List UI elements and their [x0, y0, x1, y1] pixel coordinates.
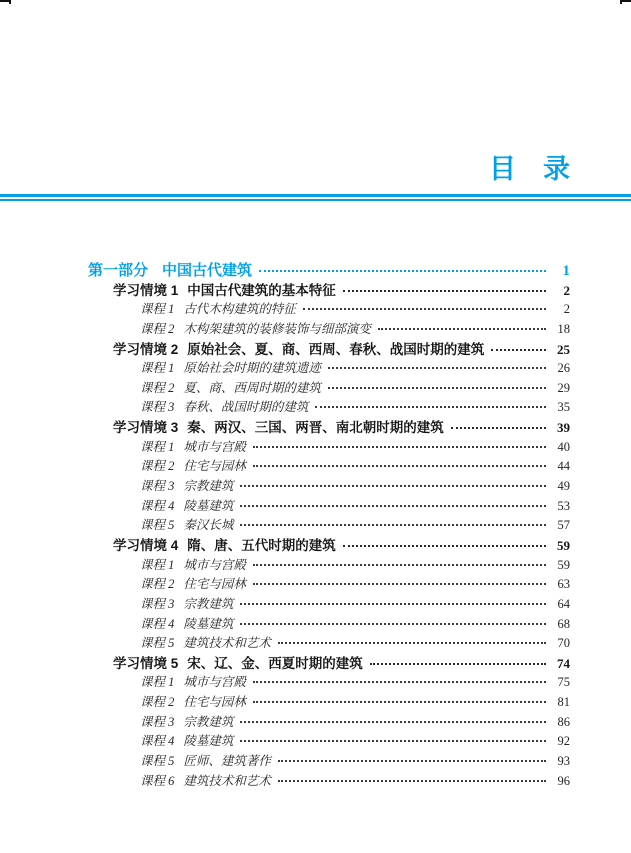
dot-leader [491, 349, 546, 351]
toc-entry-title: 住宅与园林 [183, 577, 246, 592]
dot-leader [378, 328, 546, 330]
toc-entry-title: 夏、商、西周时期的建筑 [183, 380, 321, 395]
toc-entry-label: 课程 6 [140, 773, 175, 788]
toc-entry-title: 原始社会、夏、商、西周、春秋、战国时期的建筑 [187, 341, 485, 357]
dot-leader [259, 270, 546, 272]
toc-row-course[interactable] [88, 300, 570, 320]
toc-entry-label: 课程 5 [140, 518, 175, 533]
toc-entry-page-number: 2 [563, 302, 570, 317]
dot-leader [328, 387, 546, 389]
toc-entry-page-number: 35 [557, 400, 570, 415]
dot-leader [451, 427, 546, 429]
toc-entry-page-number: 2 [563, 282, 570, 298]
toc-entry-label: 课程 4 [140, 616, 175, 631]
toc-row-course[interactable] [88, 772, 570, 792]
toc-entry-label: 课程 4 [140, 498, 175, 513]
toc-row-course[interactable] [88, 398, 570, 418]
toc-entry-title: 中国古代建筑 [162, 262, 253, 279]
toc-row-part[interactable] [88, 261, 570, 281]
toc-row-course[interactable] [88, 457, 570, 477]
toc-entry-label: 课程 3 [140, 479, 175, 494]
toc-entry-label: 学习情境 4 [113, 537, 179, 553]
toc-entry-page-number: 1 [562, 263, 570, 279]
toc-row-course[interactable] [88, 713, 570, 733]
toc-entry-label: 第一部分 [88, 262, 149, 279]
toc-entry-label: 课程 5 [140, 754, 175, 769]
toc-entry-title: 陵墓建筑 [183, 616, 234, 631]
toc-row-course[interactable] [88, 516, 570, 536]
dot-leader [240, 603, 546, 605]
toc-row-course[interactable] [88, 752, 570, 772]
toc-entry-label: 课程 2 [140, 380, 175, 395]
toc-entry-title: 建筑技术和艺术 [183, 636, 271, 651]
toc-entry-page-number: 40 [557, 439, 570, 454]
toc-entry-page-number: 53 [557, 498, 570, 513]
toc-entry-label: 课程 5 [140, 636, 175, 651]
toc-entry-title: 宋、辽、金、西夏时期的建筑 [187, 655, 363, 671]
dot-leader [240, 623, 546, 625]
dot-leader [343, 545, 546, 547]
toc-entry-label: 学习情境 2 [113, 341, 179, 357]
toc-entry-label: 学习情境 3 [113, 420, 179, 436]
crop-mark-top-right [620, 0, 631, 4]
dot-leader [240, 721, 546, 723]
toc-entry-label: 课程 3 [140, 596, 175, 611]
toc-entry-page-number: 96 [557, 773, 570, 788]
toc-entry-title: 宗教建筑 [183, 596, 234, 611]
toc-entry-page-number: 49 [557, 479, 570, 494]
toc-entry-label: 学习情境 5 [113, 655, 179, 671]
toc-row-situation[interactable] [88, 340, 570, 360]
toc-entry-title: 城市与宫殿 [183, 557, 246, 572]
toc-entry-page-number: 29 [557, 380, 570, 395]
toc-row-situation[interactable] [88, 418, 570, 438]
dot-leader [253, 681, 546, 683]
toc-entry-title: 陵墓建筑 [183, 734, 234, 749]
toc-entry-label: 课程 1 [140, 361, 175, 376]
dot-leader [253, 564, 546, 566]
toc-entry-label: 课程 2 [140, 321, 175, 336]
toc-row-course[interactable] [88, 379, 570, 399]
dot-leader [253, 701, 546, 703]
toc-row-course[interactable] [88, 634, 570, 654]
toc-entry-label: 课程 3 [140, 714, 175, 729]
toc-row-course[interactable] [88, 320, 570, 340]
toc-entry-title: 春秋、战国时期的建筑 [183, 400, 309, 415]
toc-entry-page-number: 26 [557, 361, 570, 376]
toc-entry-title: 秦、两汉、三国、两晋、南北朝时期的建筑 [187, 420, 444, 436]
toc-entry-title: 建筑技术和艺术 [183, 773, 271, 788]
toc-row-course[interactable] [88, 477, 570, 497]
toc-entry-page-number: 39 [557, 420, 570, 436]
dot-leader [253, 465, 546, 467]
toc-entry-page-number: 44 [557, 459, 570, 474]
toc-entry-title: 古代木构建筑的特征 [183, 302, 296, 317]
toc-row-course[interactable] [88, 595, 570, 615]
toc-entry-title: 宗教建筑 [183, 479, 234, 494]
toc-row-course[interactable] [88, 575, 570, 595]
dot-leader [328, 367, 546, 369]
toc-entry-title: 原始社会时期的建筑遗迹 [183, 361, 321, 376]
toc-entry-page-number: 68 [557, 616, 570, 631]
toc-entry-page-number: 92 [557, 734, 570, 749]
toc-row-course[interactable] [88, 673, 570, 693]
dot-leader [253, 583, 546, 585]
toc-entry-label: 课程 4 [140, 734, 175, 749]
dot-leader [240, 505, 546, 507]
toc-entry-page-number: 70 [557, 636, 570, 651]
toc-entry-title: 住宅与园林 [183, 459, 246, 474]
dot-leader [303, 308, 546, 310]
toc-entry-label: 学习情境 1 [113, 282, 179, 298]
toc-entry-page-number: 64 [557, 596, 570, 611]
toc-row-course[interactable] [88, 615, 570, 635]
dot-leader [315, 406, 546, 408]
toc-entry-page-number: 57 [557, 518, 570, 533]
toc-entry-page-number: 86 [557, 714, 570, 729]
dot-leader [240, 524, 546, 526]
toc-row-course[interactable] [88, 556, 570, 576]
toc-list [88, 261, 570, 791]
toc-entry-title: 匠师、建筑著作 [183, 754, 271, 769]
toc-entry-title: 中国古代建筑的基本特征 [187, 282, 336, 298]
dot-leader [278, 760, 546, 762]
dot-leader [370, 663, 546, 665]
crop-mark-top-left [0, 0, 11, 4]
toc-entry-title: 陵墓建筑 [183, 498, 234, 513]
toc-row-course[interactable] [88, 497, 570, 517]
toc-entry-label: 课程 2 [140, 577, 175, 592]
toc-entry-title: 秦汉长城 [183, 518, 234, 533]
toc-row-situation[interactable] [88, 281, 570, 301]
toc-row-situation[interactable] [88, 536, 570, 556]
toc-row-course[interactable] [88, 732, 570, 752]
toc-entry-page-number: 59 [557, 557, 570, 572]
toc-entry-page-number: 75 [557, 675, 570, 690]
toc-entry-page-number: 93 [557, 754, 570, 769]
dot-leader [278, 642, 546, 644]
dot-leader [253, 446, 546, 448]
toc-entry-label: 课程 3 [140, 400, 175, 415]
dot-leader [343, 290, 546, 292]
toc-row-course[interactable] [88, 693, 570, 713]
toc-entry-title: 木构架建筑的装修装饰与细部演变 [183, 321, 371, 336]
toc-entry-title: 城市与宫殿 [183, 675, 246, 690]
toc-entry-label: 课程 1 [140, 675, 175, 690]
dot-leader [240, 485, 546, 487]
dot-leader [240, 740, 546, 742]
toc-entry-label: 课程 2 [140, 695, 175, 710]
toc-row-course[interactable] [88, 438, 570, 458]
dot-leader [278, 780, 546, 782]
toc-entry-title: 城市与宫殿 [183, 439, 246, 454]
toc-entry-label: 课程 2 [140, 459, 175, 474]
toc-entry-page-number: 18 [557, 321, 570, 336]
toc-entry-label: 课程 1 [140, 439, 175, 454]
toc-entry-label: 课程 1 [140, 557, 175, 572]
toc-entry-title: 隋、唐、五代时期的建筑 [187, 537, 336, 553]
toc-entry-title: 住宅与园林 [183, 695, 246, 710]
toc-row-course[interactable] [88, 359, 570, 379]
toc-row-situation[interactable] [88, 654, 570, 674]
toc-entry-page-number: 81 [557, 695, 570, 710]
page-title: 目 录 [489, 154, 570, 184]
toc-entry-title: 宗教建筑 [183, 714, 234, 729]
toc-entry-page-number: 25 [557, 341, 570, 357]
toc-entry-page-number: 59 [557, 537, 570, 553]
toc-entry-label: 课程 1 [140, 302, 175, 317]
toc-entry-page-number: 63 [557, 577, 570, 592]
header-divider-rule [0, 194, 631, 201]
toc-entry-page-number: 74 [557, 655, 570, 671]
